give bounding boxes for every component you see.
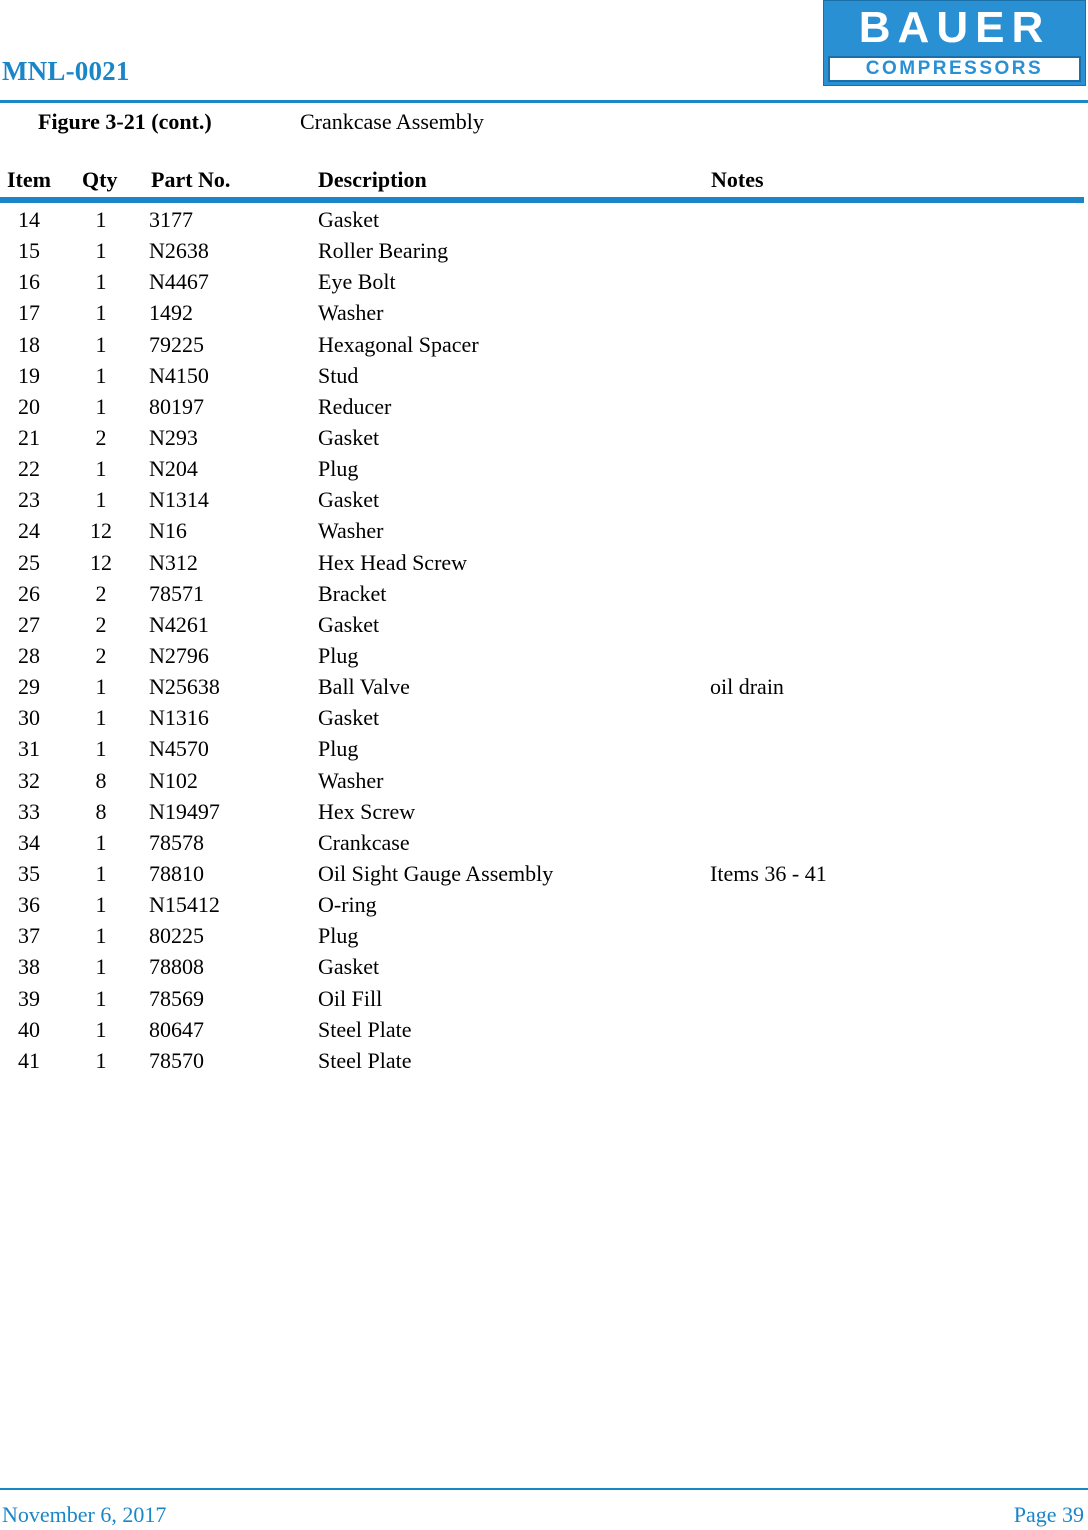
- cell-notes: Items 36 - 41: [710, 860, 827, 886]
- cell-item: 35: [18, 860, 40, 886]
- cell-qty: 1: [95, 954, 107, 980]
- cell-part-no: 78810: [149, 860, 204, 886]
- cell-qty: 2: [95, 642, 107, 668]
- table-row: [0, 1014, 1088, 1045]
- cell-part-no: N102: [149, 767, 198, 793]
- cell-item: 16: [18, 269, 40, 295]
- cell-qty: 1: [95, 674, 107, 700]
- table-row: [0, 235, 1088, 266]
- cell-qty: 1: [95, 393, 107, 419]
- cell-description: Gasket: [318, 954, 380, 980]
- table-row: [0, 547, 1088, 578]
- cell-item: 21: [18, 424, 40, 450]
- cell-qty: 1: [95, 269, 107, 295]
- cell-part-no: N2796: [149, 642, 209, 668]
- cell-qty: 2: [95, 611, 107, 637]
- cell-item: 30: [18, 705, 40, 731]
- cell-item: 32: [18, 767, 40, 793]
- cell-qty: 1: [95, 736, 107, 762]
- cell-item: 29: [18, 674, 40, 700]
- logo-wordmark-compressors: COMPRESSORS: [828, 56, 1081, 82]
- cell-part-no: 3177: [149, 207, 193, 232]
- cell-description: Plug: [318, 736, 359, 762]
- cell-qty: 1: [95, 860, 107, 886]
- cell-part-no: N4150: [149, 362, 209, 388]
- cell-item: 26: [18, 580, 40, 606]
- cell-qty: 1: [95, 892, 107, 918]
- column-header-notes: Notes: [711, 167, 764, 192]
- cell-part-no: 78578: [149, 829, 204, 855]
- cell-part-no: 78571: [149, 580, 204, 606]
- cell-description: Plug: [318, 456, 359, 482]
- cell-description: Oil Fill: [318, 985, 383, 1011]
- cell-description: Gasket: [318, 705, 380, 731]
- table-row: [0, 671, 1088, 702]
- cell-description: Washer: [318, 300, 384, 326]
- cell-qty: 1: [95, 1047, 107, 1073]
- cell-qty: 1: [95, 985, 107, 1011]
- cell-item: 22: [18, 456, 40, 482]
- cell-qty: 1: [95, 487, 107, 513]
- cell-description: Ball Valve: [318, 674, 410, 700]
- table-row: [0, 360, 1088, 391]
- cell-description: Gasket: [318, 424, 380, 450]
- cell-item: 23: [18, 487, 40, 513]
- cell-description: Hex Screw: [318, 798, 416, 824]
- cell-part-no: N4570: [149, 736, 209, 762]
- cell-qty: 1: [95, 207, 107, 232]
- cell-item: 34: [18, 829, 40, 855]
- cell-qty: 12: [90, 549, 112, 575]
- cell-part-no: N1314: [149, 487, 209, 513]
- cell-description: Crankcase: [318, 829, 410, 855]
- cell-part-no: N293: [149, 424, 198, 450]
- table-row: [0, 453, 1088, 484]
- cell-part-no: 80647: [149, 1016, 204, 1042]
- table-row: [0, 1045, 1088, 1076]
- column-header-part-no: Part No.: [151, 167, 231, 192]
- table-row: [0, 578, 1088, 609]
- cell-item: 25: [18, 549, 40, 575]
- figure-label: Figure 3-21 (cont.): [38, 109, 212, 134]
- table-row: [0, 858, 1088, 889]
- parts-table-body: [0, 204, 1088, 1076]
- cell-description: Washer: [318, 767, 384, 793]
- cell-item: 40: [18, 1016, 40, 1042]
- cell-part-no: N2638: [149, 238, 209, 264]
- cell-description: Stud: [318, 362, 359, 388]
- table-row: [0, 640, 1088, 671]
- table-row: [0, 827, 1088, 858]
- cell-item: 27: [18, 611, 40, 637]
- table-header-divider: [0, 197, 1084, 203]
- cell-qty: 2: [95, 580, 107, 606]
- cell-item: 36: [18, 892, 40, 918]
- cell-description: Steel Plate: [318, 1047, 412, 1073]
- cell-part-no: N15412: [149, 892, 220, 918]
- table-row: [0, 702, 1088, 733]
- cell-item: 28: [18, 642, 40, 668]
- cell-part-no: N312: [149, 549, 198, 575]
- table-row: [0, 609, 1088, 640]
- cell-item: 15: [18, 238, 40, 264]
- cell-description: Steel Plate: [318, 1016, 412, 1042]
- table-row: [0, 796, 1088, 827]
- cell-item: 39: [18, 985, 40, 1011]
- table-row: [0, 484, 1088, 515]
- table-row: [0, 983, 1088, 1014]
- footer-page-number: Page 39: [1013, 1502, 1084, 1527]
- cell-item: 41: [18, 1047, 40, 1073]
- cell-item: 37: [18, 923, 40, 949]
- column-header-description: Description: [318, 167, 427, 192]
- logo-wordmark-bauer: BAUER: [858, 3, 1051, 52]
- cell-qty: 1: [95, 300, 107, 326]
- cell-item: 20: [18, 393, 40, 419]
- table-row: [0, 515, 1088, 546]
- cell-qty: 1: [95, 456, 107, 482]
- cell-item: 24: [18, 518, 40, 544]
- footer-date: November 6, 2017: [2, 1502, 167, 1527]
- cell-description: Gasket: [318, 487, 380, 513]
- cell-description: Plug: [318, 642, 359, 668]
- cell-part-no: N25638: [149, 674, 220, 700]
- cell-description: Eye Bolt: [318, 269, 396, 295]
- document-id: MNL-0021: [2, 56, 130, 86]
- cell-description: O-ring: [318, 892, 377, 918]
- cell-part-no: 80197: [149, 393, 204, 419]
- cell-qty: 2: [95, 424, 107, 450]
- table-row: [0, 733, 1088, 764]
- cell-item: 14: [18, 207, 40, 232]
- cell-part-no: 78570: [149, 1047, 204, 1073]
- cell-description: Oil Sight Gauge Assembly: [318, 860, 554, 886]
- column-header-item: Item: [7, 167, 51, 192]
- cell-part-no: 78808: [149, 954, 204, 980]
- bauer-compressors-logo: [823, 0, 1086, 86]
- column-header-qty: Qty: [82, 167, 118, 192]
- cell-qty: 8: [95, 798, 107, 824]
- cell-description: Gasket: [318, 207, 380, 232]
- cell-item: 17: [18, 300, 40, 326]
- cell-description: Gasket: [318, 611, 380, 637]
- header-divider: [0, 100, 1088, 103]
- table-row: [0, 297, 1088, 328]
- cell-item: 18: [18, 331, 40, 357]
- cell-qty: 1: [95, 705, 107, 731]
- table-row: [0, 765, 1088, 796]
- table-row: [0, 920, 1088, 951]
- table-row: [0, 391, 1088, 422]
- cell-notes: oil drain: [710, 674, 784, 700]
- cell-description: Hexagonal Spacer: [318, 331, 479, 357]
- cell-part-no: N1316: [149, 705, 209, 731]
- cell-part-no: N204: [149, 456, 198, 482]
- cell-part-no: 79225: [149, 331, 204, 357]
- cell-description: Plug: [318, 923, 359, 949]
- cell-description: Bracket: [318, 580, 387, 606]
- cell-part-no: 80225: [149, 923, 204, 949]
- table-row: [0, 422, 1088, 453]
- footer-divider: [0, 1488, 1088, 1490]
- cell-qty: 1: [95, 923, 107, 949]
- cell-item: 19: [18, 362, 40, 388]
- cell-qty: 1: [95, 331, 107, 357]
- table-row: [0, 204, 1088, 235]
- table-row: [0, 266, 1088, 297]
- table-row: [0, 889, 1088, 920]
- table-row: [0, 329, 1088, 360]
- cell-description: Hex Head Screw: [318, 549, 468, 575]
- cell-part-no: 1492: [149, 300, 193, 326]
- cell-description: Washer: [318, 518, 384, 544]
- cell-part-no: N19497: [149, 798, 220, 824]
- cell-qty: 1: [95, 238, 107, 264]
- cell-part-no: N16: [149, 518, 187, 544]
- cell-qty: 12: [90, 518, 112, 544]
- cell-item: 31: [18, 736, 40, 762]
- cell-description: Reducer: [318, 393, 392, 419]
- cell-item: 38: [18, 954, 40, 980]
- cell-qty: 1: [95, 1016, 107, 1042]
- figure-title: Crankcase Assembly: [300, 109, 484, 134]
- cell-qty: 8: [95, 767, 107, 793]
- cell-item: 33: [18, 798, 40, 824]
- cell-qty: 1: [95, 362, 107, 388]
- cell-part-no: N4467: [149, 269, 209, 295]
- table-row: [0, 951, 1088, 982]
- cell-qty: 1: [95, 829, 107, 855]
- cell-part-no: N4261: [149, 611, 209, 637]
- cell-part-no: 78569: [149, 985, 204, 1011]
- cell-description: Roller Bearing: [318, 238, 449, 264]
